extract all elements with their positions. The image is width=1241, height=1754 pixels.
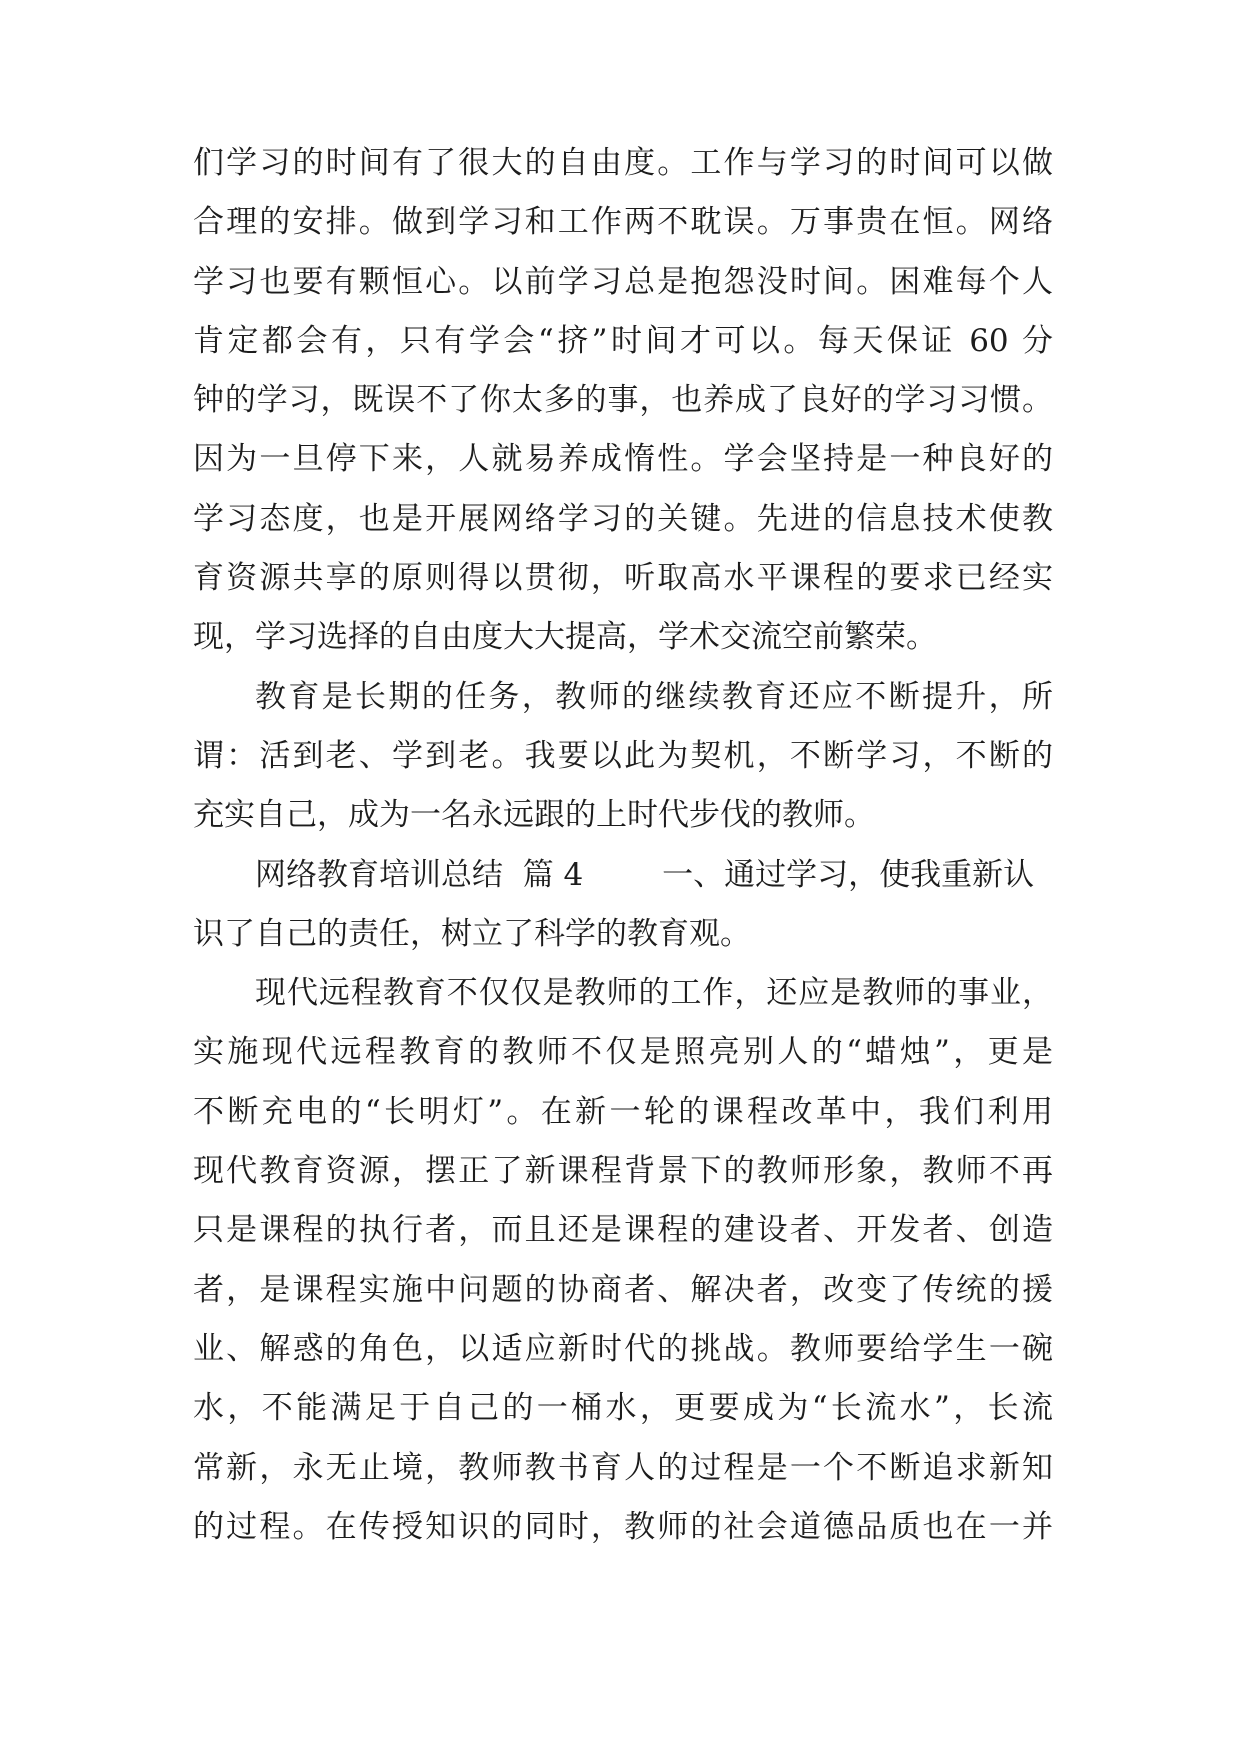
text-line: 常新，永无止境，教师教书育人的过程是一个不断追求新知 <box>193 1449 1053 1486</box>
text-line: 现代教育资源，摆正了新课程背景下的教师形象，教师不再 <box>193 1153 1053 1190</box>
text-line: 学习也要有颗恒心。以前学习总是抱怨没时间。困难每个人 <box>193 263 1053 300</box>
body-text <box>193 134 1053 1557</box>
text-line: 学习态度，也是开展网络学习的关键。先进的信息技术使教 <box>193 500 1053 537</box>
text-line: 的过程。在传授知识的同时，教师的社会道德品质也在一并 <box>193 1508 1053 1545</box>
text-line: 者，是课程实施中问题的协商者、解决者，改变了传统的援 <box>193 1271 1053 1308</box>
text-line: 钟的学习，既误不了你太多的事，也养成了良好的学习习惯。 <box>193 382 1053 419</box>
text-line: 业、解惑的角色，以适应新时代的挑战。教师要给学生一碗 <box>193 1330 1053 1367</box>
text-line: 育资源共享的原则得以贯彻，听取高水平课程的要求已经实 <box>193 560 1053 597</box>
text-line: 充实自己，成为一名永远跟的上时代步伐的教师。 <box>193 797 875 834</box>
text-line: 只是课程的执行者，而且还是课程的建设者、开发者、创造 <box>193 1212 1053 1249</box>
text-line: 现，学习选择的自由度大大提高，学术交流空前繁荣。 <box>193 619 937 656</box>
text-line: 水，不能满足于自己的一桶水，更要成为“长流水”，长流 <box>193 1390 1053 1427</box>
text-line: 不断充电的“长明灯”。在新一轮的课程改革中，我们利用 <box>193 1093 1053 1130</box>
section-heading-line: 网络教育培训总结 篇 4 一、通过学习，使我重新认 <box>255 856 1035 893</box>
text-line: 肯定都会有，只有学会“挤”时间才可以。每天保证 60 分 <box>193 322 1053 359</box>
text-line: 合理的安排。做到学习和工作两不耽误。万事贵在恒。网络 <box>193 204 1053 241</box>
text-line: 实施现代远程教育的教师不仅是照亮别人的“蜡烛”，更是 <box>193 1034 1053 1071</box>
text-line: 谓：活到老、学到老。我要以此为契机，不断学习，不断的 <box>193 737 1053 774</box>
text-line: 识了自己的责任，树立了科学的教育观。 <box>193 915 751 952</box>
text-line: 因为一旦停下来，人就易养成惰性。学会坚持是一种良好的 <box>193 441 1053 478</box>
paragraph-first-line: 教育是长期的任务，教师的继续教育还应不断提升，所 <box>255 678 1053 715</box>
text-line: 们学习的时间有了很大的自由度。工作与学习的时间可以做 <box>193 145 1053 181</box>
paragraph-first-line: 现代远程教育不仅仅是教师的工作，还应是教师的事业， <box>255 975 1053 1012</box>
